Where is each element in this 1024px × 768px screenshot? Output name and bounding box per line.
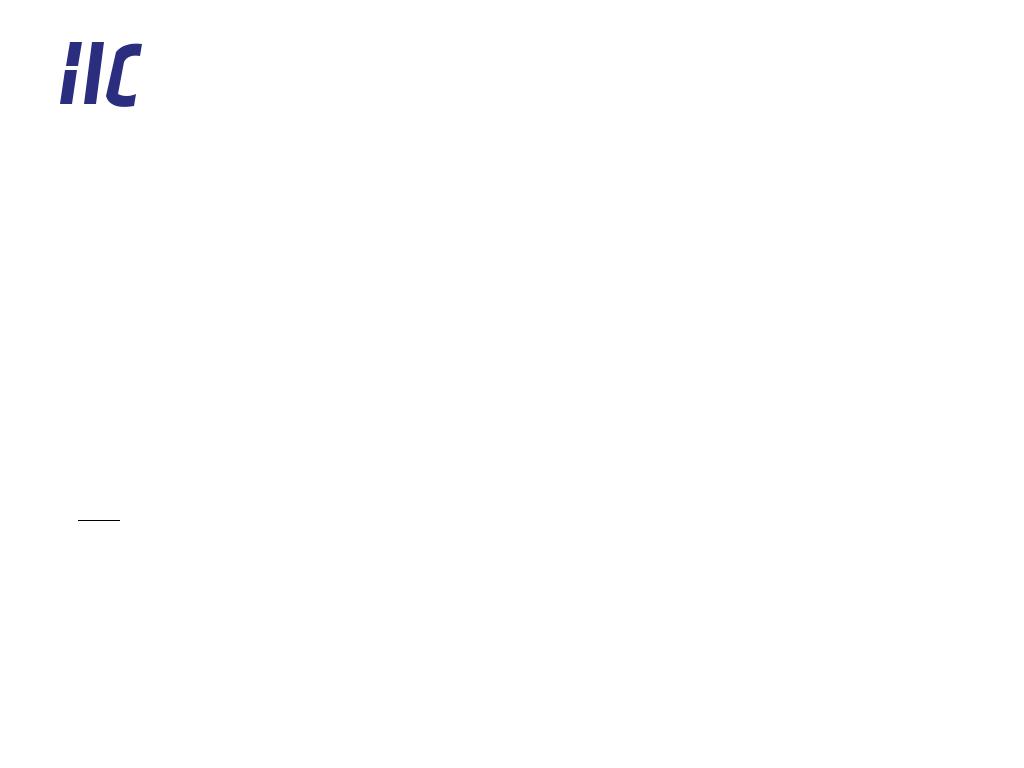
decorative-dots-bottom bbox=[0, 695, 1024, 725]
decorative-dots-top bbox=[0, 62, 600, 112]
content-body bbox=[88, 126, 948, 196]
sum-divider bbox=[78, 520, 120, 521]
